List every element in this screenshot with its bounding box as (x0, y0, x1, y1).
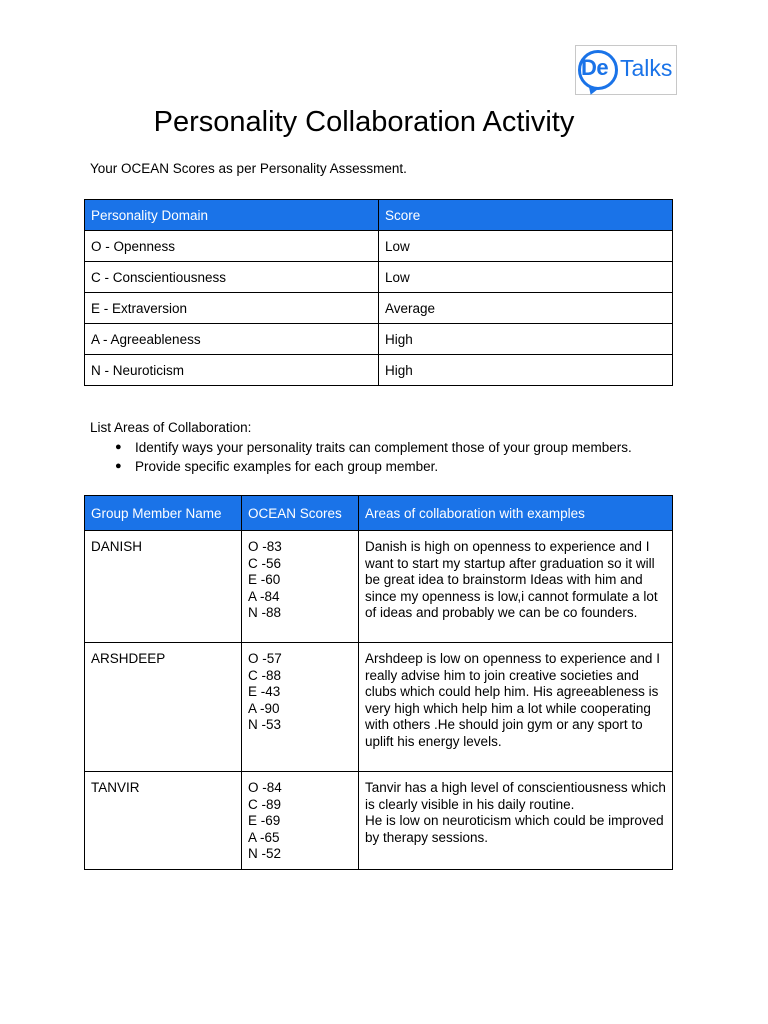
table-row (85, 231, 673, 262)
member-name-cell: TANVIR (85, 772, 242, 870)
header-member-name: Group Member Name (85, 496, 242, 531)
score-cell: Low (379, 262, 673, 293)
domain-cell: A - Agreeableness (85, 324, 379, 355)
list-item: ● Identify ways your personality traits can complement those of your group members. (115, 438, 632, 457)
collaboration-bullet-list (115, 438, 632, 476)
table-row (85, 262, 673, 293)
domain-cell: E - Extraversion (85, 293, 379, 324)
score-line: A -90 (248, 700, 280, 716)
logo-prefix: De (581, 55, 609, 80)
score-line: O -84 (248, 780, 282, 795)
table-row (85, 531, 673, 643)
score-line: N -53 (248, 717, 282, 732)
score-line: N -52 (248, 846, 282, 861)
score-line: E -43 (248, 684, 281, 699)
domain-cell: O - Openness (85, 231, 379, 262)
table-row (85, 293, 673, 324)
table-row (85, 643, 673, 772)
table-row (85, 324, 673, 355)
ocean-scores-cell (242, 531, 359, 643)
score-line: C -89 (248, 796, 282, 812)
score-line: A -84 (248, 588, 280, 604)
table-row (85, 355, 673, 386)
member-name-cell: DANISH (85, 531, 242, 643)
collaboration-notes-cell: Tanvir has a high level of conscientiousness which is clearly visible in his daily routine. He is low on neuroticism which could be improved by therapy sessions. (359, 772, 673, 870)
header-score: Score (379, 200, 673, 231)
header-ocean-scores: OCEAN Scores (242, 496, 359, 531)
score-cell: High (379, 324, 673, 355)
score-line: O -57 (248, 651, 282, 666)
header-collaboration-areas: Areas of collaboration with examples (359, 496, 673, 531)
logo-suffix: Talks (620, 55, 673, 81)
intro-text: Your OCEAN Scores as per Personality Assessment. (90, 161, 407, 176)
header-personality-domain: Personality Domain (85, 200, 379, 231)
score-cell: Average (379, 293, 673, 324)
score-cell: High (379, 355, 673, 386)
group-member-table (84, 495, 673, 870)
score-cell: Low (379, 231, 673, 262)
detalks-logo (575, 45, 677, 95)
table-row (85, 772, 673, 870)
collaboration-notes-cell: Arshdeep is low on openness to experience and I really advise him to join creative societies and clubs which could help him. His agreeableness is very high which help him a lot while cooperating with others .He should join gym or any sport to uplift his energy levels. (359, 643, 673, 772)
page-title: Personality Collaboration Activity (153, 106, 575, 138)
ocean-scores-cell (242, 772, 359, 870)
ocean-scores-cell (242, 643, 359, 772)
table-header-row (85, 496, 673, 531)
score-line: E -60 (248, 572, 281, 587)
score-line: C -88 (248, 667, 282, 683)
score-line: C -56 (248, 555, 282, 571)
score-line: E -69 (248, 813, 281, 828)
domain-cell: C - Conscientiousness (85, 262, 379, 293)
member-name-cell: ARSHDEEP (85, 643, 242, 772)
domain-cell: N - Neuroticism (85, 355, 379, 386)
personality-domain-table (84, 199, 673, 386)
list-item: ● Provide specific examples for each group member. (115, 457, 632, 476)
collaboration-heading: List Areas of Collaboration: (90, 420, 252, 435)
table-header-row (85, 200, 673, 231)
collaboration-notes-cell: Danish is high on openness to experience and I want to start my startup after graduation so it will be great idea to brainstorm Ideas with him and since my openness is low,i cannot formulate a lot of ideas and probably we can be co founders. (359, 531, 673, 643)
score-line: N -88 (248, 605, 282, 620)
score-line: A -65 (248, 829, 280, 845)
score-line: O -83 (248, 539, 282, 554)
